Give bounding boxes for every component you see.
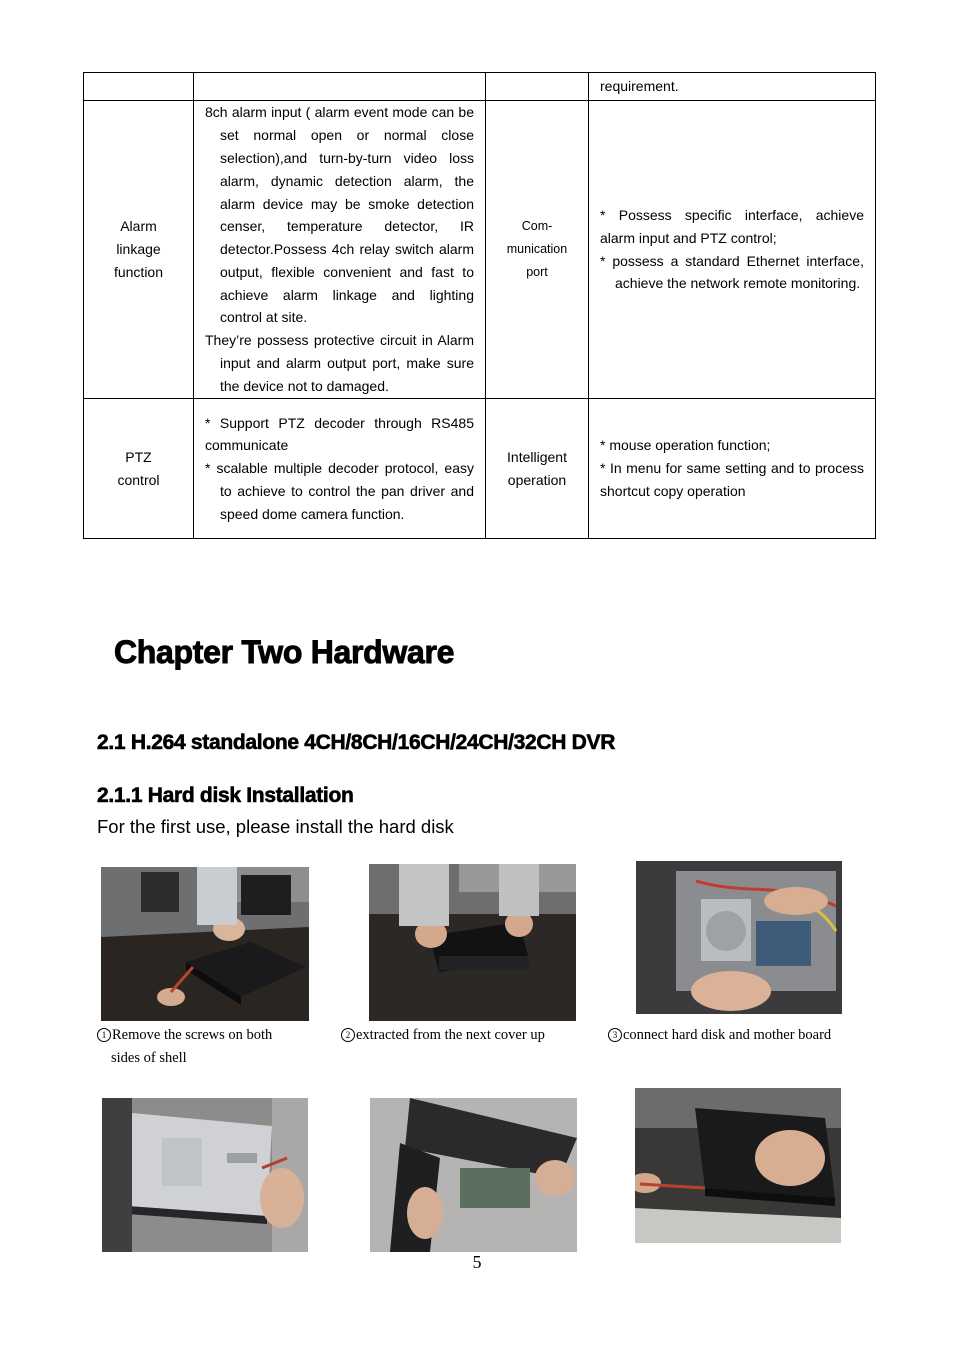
step-number-icon: 3 (608, 1028, 622, 1042)
table-cell: requirement. (589, 73, 876, 101)
table-cell (486, 73, 589, 101)
step-number-icon: 2 (341, 1028, 355, 1042)
feature-name-alarm-linkage: Alarm linkage function (84, 101, 194, 399)
feature-name-ptz-control: PTZ control (84, 399, 194, 539)
photo-fix-hard-disk (102, 1098, 308, 1252)
description-paragraph: * In menu for same setting and to process shortcut copy operation (600, 460, 864, 499)
description-paragraph: * scalable multiple decoder protocol, easy to achieve to control the pan driver and speed dome camera function. (205, 460, 474, 522)
feature-description (589, 101, 876, 399)
step-caption-2 (341, 1024, 581, 1047)
description-paragraph: They’re possess protective circuit in Alarm input and alarm output port, make sure the device not to damaged. (205, 332, 474, 394)
photo-replace-cover (370, 1098, 577, 1252)
step-caption-1 (97, 1024, 327, 1069)
feature-description (194, 399, 486, 539)
description-paragraph: * Support PTZ decoder through RS485 communicate (205, 414, 474, 454)
description-paragraph: 8ch alarm input ( alarm event mode can be set normal open or normal close selection),and turn-by-turn video loss alarm, dynamic detection alarm, the alarm device may be smoke detection censer, temperature detector, IR detector.Possess 4ch relay switch alarm output, flexible convenient and fast to achieve alarm linkage and lighting control at site. (205, 104, 474, 326)
step-number-icon: 1 (97, 1028, 111, 1042)
description-paragraph: * mouse operation function; (600, 437, 771, 454)
chapter-title: Chapter Two Hardware (114, 634, 455, 670)
table-row (84, 101, 876, 399)
description-paragraph: * Possess specific interface, achieve alarm input and PTZ control; (600, 206, 864, 246)
table-row (84, 399, 876, 539)
intro-text: For the first use, please install the hard disk (97, 816, 454, 837)
subsection-title: 2.1.1 Hard disk Installation (97, 784, 354, 807)
page-number: 5 (472, 1252, 482, 1272)
step-caption-3 (608, 1024, 858, 1047)
spec-table (83, 72, 876, 539)
photo-connect-hard-disk (636, 861, 842, 1014)
table-row (84, 73, 876, 101)
step-caption-text: sides of shell (111, 1049, 187, 1066)
table-cell (194, 73, 486, 101)
description-paragraph: * possess a standard Ethernet interface, achieve the network remote monitoring. (600, 252, 864, 292)
photo-extract-cover (369, 864, 576, 1021)
photo-fasten-screws (635, 1088, 841, 1243)
step-caption-text: Remove the screws on both (112, 1027, 273, 1043)
feature-description (589, 399, 876, 539)
feature-name-intelligent-operation: Intelligent operation (486, 399, 589, 539)
table-cell (84, 73, 194, 101)
feature-description (194, 101, 486, 399)
section-title: 2.1 H.264 standalone 4CH/8CH/16CH/24CH/32CH DVR (97, 731, 616, 754)
step-caption-text: extracted from the next cover up (356, 1027, 545, 1043)
feature-name-communication-port: Com-munication port (486, 101, 589, 399)
photo-remove-screws (101, 867, 309, 1021)
step-caption-text: connect hard disk and mother board (623, 1027, 832, 1043)
